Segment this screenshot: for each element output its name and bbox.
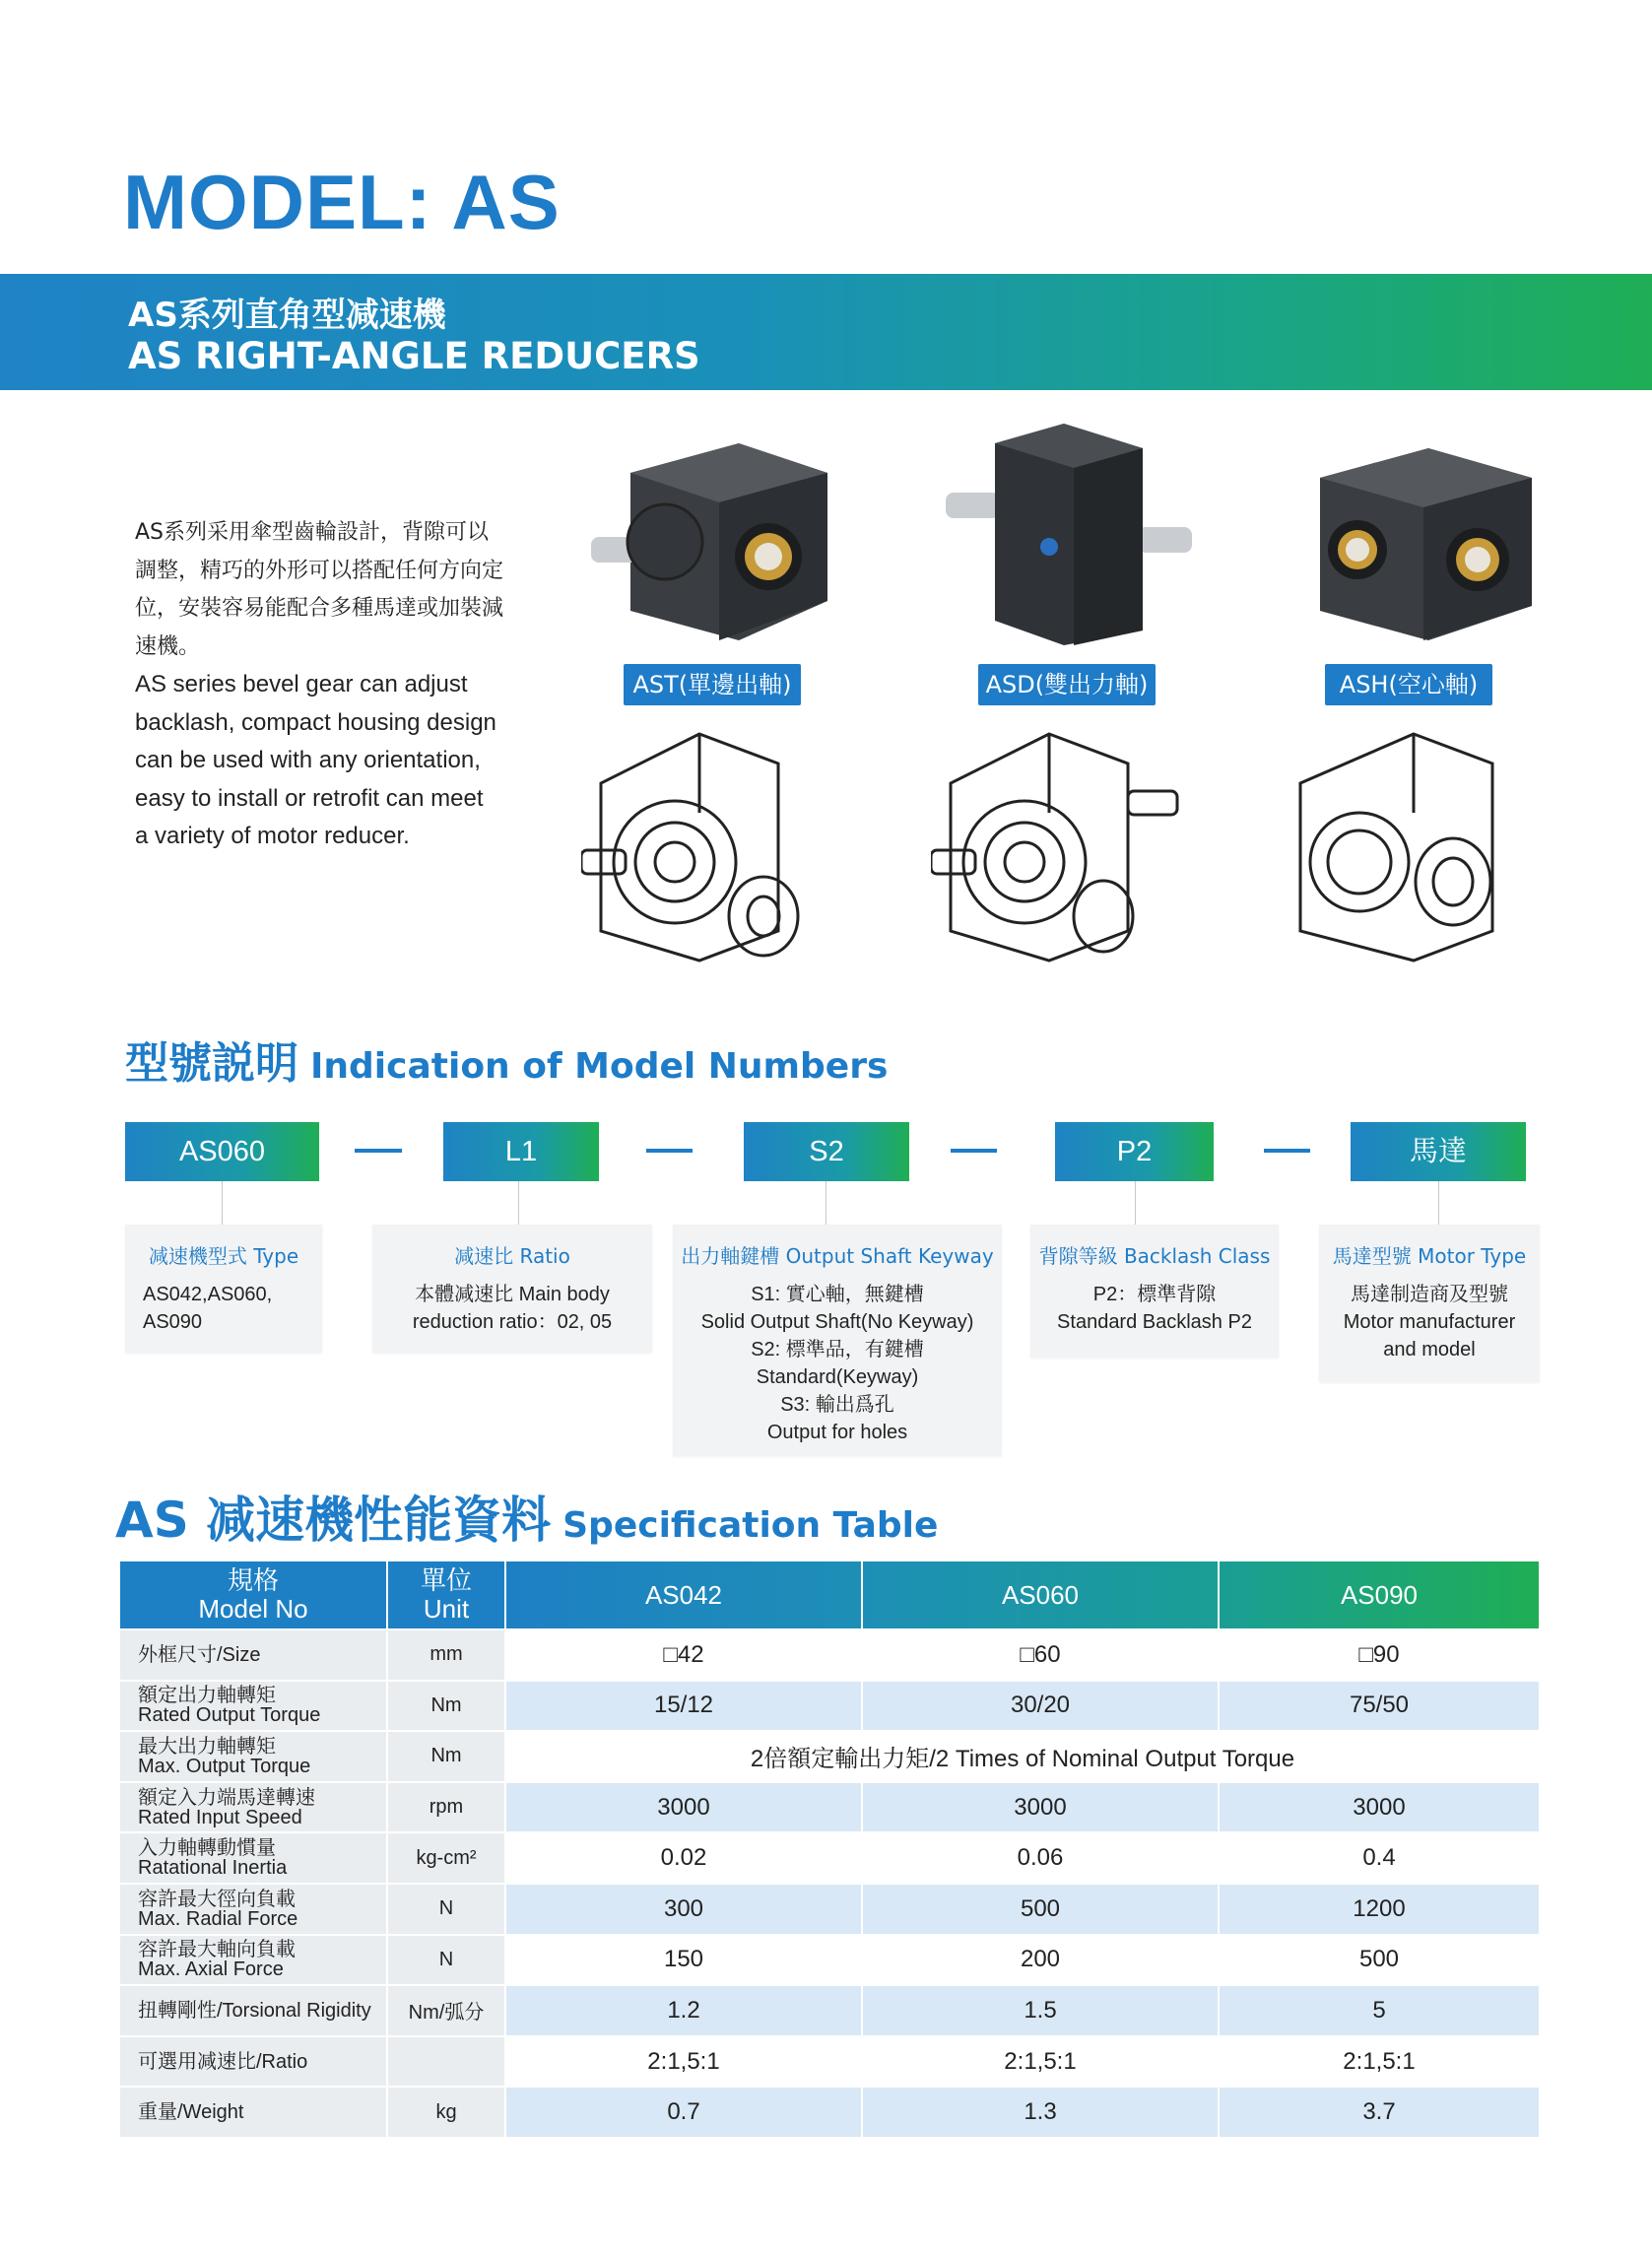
desc-card-type [125,1225,322,1353]
row-value: 30/20 [863,1682,1218,1731]
row-unit [388,2037,504,2087]
row-label-line: 最大出力軸轉矩 [138,1735,276,1758]
row-label-line: 扭轉剛性/Torsional Rigidity [138,1999,371,2022]
row-value: □90 [1220,1630,1539,1680]
header-model-en: Model No [198,1594,308,1624]
intro-text [135,514,529,856]
intro-en-line: a variety of motor reducer. [135,823,410,849]
product-label-ast: AST(單邊出軸) [624,664,801,705]
row-value: 3000 [863,1783,1218,1832]
desc-card-title: 出力軸鍵槽 Output Shaft Keyway [681,1244,994,1268]
spec-heading-en: Specification Table [562,1505,939,1546]
indication-heading-zh: 型號説明 [125,1038,298,1089]
intro-zh-line: 位，安裝容易能配合多種馬達或加裝減 [135,596,504,621]
row-value: 500 [1220,1936,1539,1985]
intro-en-line: backlash, compact housing design [135,708,496,736]
row-label [120,2037,386,2087]
row-value: 2:1,5:1 [863,2037,1218,2087]
code-box-ratio: L1 [443,1122,599,1181]
table-row [120,2088,1539,2137]
row-value: 3000 [1220,1783,1539,1832]
spec-table [118,1560,1541,2139]
row-label-line: 入力軸轉動慣量 [138,1837,276,1860]
connector-line [518,1181,519,1225]
code-box-keyway: S2 [744,1122,909,1181]
row-unit: rpm [388,1783,504,1832]
desc-card-keyway [673,1225,1002,1456]
row-value: 2:1,5:1 [1220,2037,1539,2087]
table-row [120,1885,1539,1934]
product-label-asd: ASD(雙出力軸) [978,664,1156,705]
desc-card-body: AS042,AS060, AS090 [143,1284,273,1333]
desc-card-ratio [372,1225,652,1353]
row-label-line: Rated Input Speed [138,1806,302,1828]
row-value: 2:1,5:1 [506,2037,861,2087]
code-box-backlash: P2 [1055,1122,1214,1181]
connector-line [1438,1181,1439,1225]
row-label [120,1630,386,1680]
row-label-line: 可選用减速比/Ratio [138,2050,308,2073]
header-model-as042: AS042 [506,1561,861,1628]
header-unit-en: Unit [423,1594,470,1624]
header-unit-zh: 單位 [420,1565,472,1595]
banner-title-zh: AS系列直角型减速機 [128,296,446,335]
row-value: 15/12 [506,1682,861,1731]
indication-heading [125,1028,888,1091]
intro-zh-line: AS系列采用傘型齒輪設計，背隙可以 [135,520,490,545]
code-separator [951,1149,997,1153]
row-value: 3.7 [1220,2088,1539,2137]
header-model-as060: AS060 [863,1561,1218,1628]
row-unit: Nm [388,1682,504,1731]
row-value: 1.2 [506,1986,861,2035]
connector-line [222,1181,223,1225]
series-banner [0,274,1652,390]
row-value: □60 [863,1630,1218,1680]
row-label [120,1833,386,1883]
reducer-photo-ast [591,433,837,660]
code-box-type: AS060 [125,1122,319,1181]
row-unit: kg [388,2088,504,2137]
row-label [120,1682,386,1731]
row-value: 500 [863,1885,1218,1934]
row-label-line: Max. Axial Force [138,1958,284,1981]
reducer-photo-asd [946,424,1192,650]
row-label-line: 額定入力端馬達轉速 [138,1786,315,1809]
row-value: 1200 [1220,1885,1539,1934]
table-row [120,1783,1539,1832]
row-label-line: 外框尺寸/Size [138,1643,261,1666]
row-label [120,1885,386,1934]
intro-zh-line: 速機。 [135,633,201,659]
intro-zh-line: 調整，精巧的外形可以搭配任何方向定 [135,558,504,583]
code-box-motor: 馬達 [1351,1122,1526,1181]
row-unit: N [388,1885,504,1934]
row-label [120,2088,386,2137]
row-value: 300 [506,1885,861,1934]
row-unit: N [388,1936,504,1985]
row-label [120,1986,386,2035]
row-label-line: Max. Radial Force [138,1907,298,1930]
banner-title-en: AS RIGHT-ANGLE REDUCERS [128,335,700,377]
reducer-photo-ash [1310,443,1537,650]
row-value: 75/50 [1220,1682,1539,1731]
header-model-as090: AS090 [1220,1561,1539,1628]
reducer-drawing-ast [581,724,857,1000]
row-unit: Nm/弧分 [388,1986,504,2035]
row-value: 1.3 [863,2088,1218,2137]
desc-card-body: S1: 實心軸，無鍵槽 Solid Output Shaft(No Keyway) S2: 標準品，有鍵槽 Standard(Keyway) S3: 輸出爲孔 Output for holes [700,1284,974,1443]
spec-header-row [120,1561,1539,1628]
reducer-drawing-ash [1286,729,1552,995]
table-row [120,1682,1539,1731]
row-value: 200 [863,1936,1218,1985]
row-value: 0.02 [506,1833,861,1883]
row-label-line: Max. Output Torque [138,1755,311,1777]
intro-en-line: easy to install or retrofit can meet [135,784,484,812]
table-row [120,1732,1539,1781]
desc-card-body: 馬達制造商及型號 Motor manufacturer and model [1343,1284,1516,1361]
table-row [120,2037,1539,2087]
row-merged-value: 2倍額定輸出力矩/2 Times of Nominal Output Torque [506,1732,1539,1781]
connector-line [1135,1181,1136,1225]
row-unit: Nm [388,1732,504,1781]
row-unit: kg-cm² [388,1833,504,1883]
intro-en-line: can be used with any orientation, [135,747,481,773]
product-label-ash: ASH(空心軸) [1325,664,1492,705]
row-value: 0.7 [506,2088,861,2137]
header-unit [388,1561,504,1628]
row-label-line: 重量/Weight [138,2101,244,2124]
code-separator [1264,1149,1310,1153]
desc-card-title: 馬達型號 Motor Type [1332,1244,1527,1268]
row-label [120,1732,386,1781]
desc-card-motor [1319,1225,1540,1382]
page-title: MODEL: AS [123,159,561,245]
row-unit: mm [388,1630,504,1680]
indication-heading-en: Indication of Model Numbers [310,1046,889,1087]
spec-heading [115,1481,938,1552]
table-row [120,1630,1539,1680]
header-model-no [120,1561,386,1628]
row-label-line: 容許最大徑向負載 [138,1888,296,1910]
desc-card-body: P2：標準背隙 Standard Backlash P2 [1057,1284,1252,1333]
row-value: 0.06 [863,1833,1218,1883]
table-row [120,1833,1539,1883]
desc-card-title: 背隙等級 Backlash Class [1038,1244,1271,1268]
row-value: 0.4 [1220,1833,1539,1883]
row-label [120,1783,386,1832]
desc-card-body: 本體减速比 Main body reduction ratio：02, 05 [412,1284,613,1333]
code-separator [355,1149,402,1153]
desc-card-backlash [1030,1225,1279,1358]
row-label-line: 額定出力軸轉矩 [138,1685,276,1707]
row-value: □42 [506,1630,861,1680]
spec-heading-zh: AS 减速機性能資料 [115,1492,552,1549]
intro-en-line: AS series bevel gear can adjust [135,671,468,697]
row-value: 150 [506,1936,861,1985]
table-row [120,1986,1539,2035]
row-label-line: 容許最大軸向負載 [138,1939,296,1961]
row-label-line: Ratational Inertia [138,1857,288,1880]
code-separator [646,1149,693,1153]
row-value: 5 [1220,1986,1539,2035]
desc-card-title: 减速機型式 Type [148,1244,299,1268]
table-row [120,1936,1539,1985]
row-label-line: Rated Output Torque [138,1704,321,1727]
row-value: 1.5 [863,1986,1218,2035]
row-value: 3000 [506,1783,861,1832]
header-model-zh: 規格 [227,1565,279,1595]
desc-card-title: 减速比 Ratio [454,1244,570,1268]
reducer-drawing-asd [931,724,1207,1000]
row-label [120,1936,386,1985]
